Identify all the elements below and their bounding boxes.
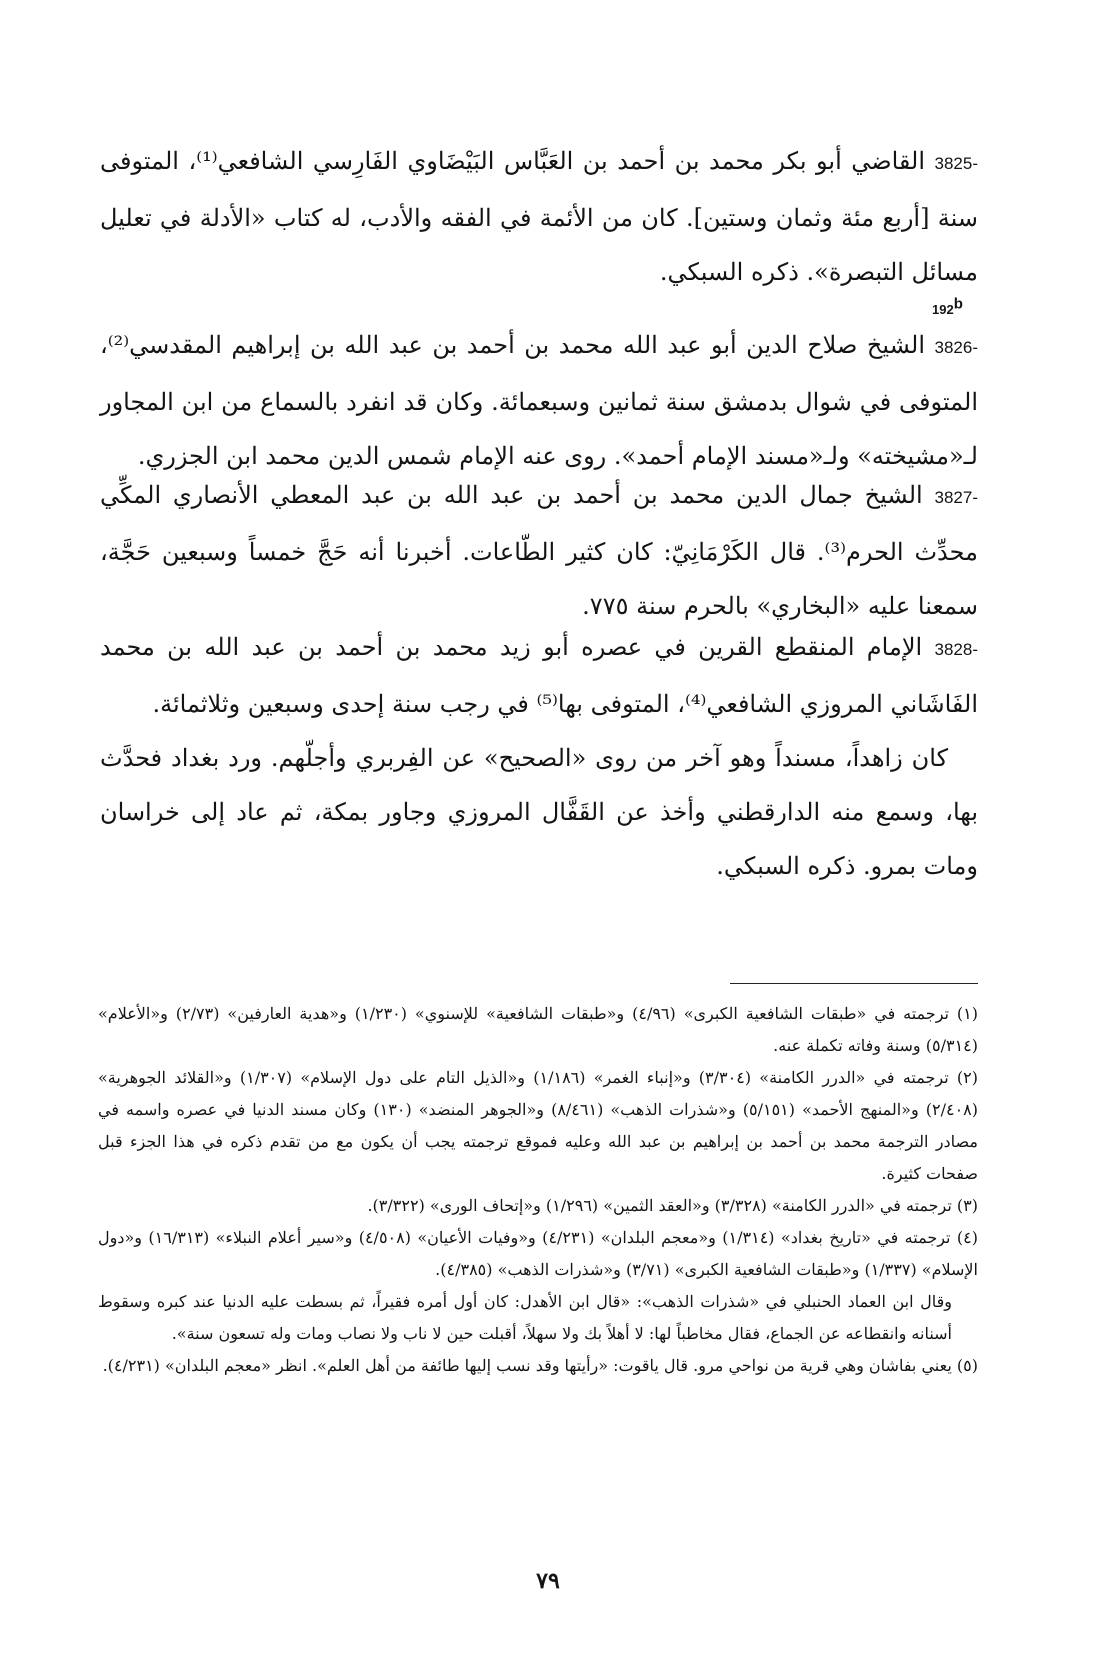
footnote-divider (730, 983, 978, 984)
footnote-label: (١) (956, 1004, 979, 1023)
page-marker-suffix: b (953, 295, 963, 313)
footnote-text: ترجمته في «الدرر الكامنة» (٣/٣٠٤) و«إنباء الغمر» (١/١٨٦) و«الذيل التام على دول الإسلام» (١/٣٠٧) و«القلائد الجوهرية» (٢/٤٠٨) و«المنهج الأحمد» (٥/١٥١) و«شذرات الذهب» (٨/٤٦١) و«الجوهر المنضد» (١٣٠) وكان مسند الدنيا في عصره واسمه في مصادر الترجمة محمد بن أحمد بن إبراهيم بن عبد الله وعليه فموقع ترجمته يجب أن يكون مع من تقدم ذكره في هذا الجزء قبل صفحات كثيرة. (98, 1068, 979, 1183)
entry-first-paragraph (100, 620, 978, 731)
entry-text: الإمام المنقطع القرين في عصره أبو زيد محمد بن أحمد بن عبد الله بن محمد الفَاشَاني المروزي الشافعي⁽⁴⁾، المتوفى بها⁽⁵⁾ في رجب سنة إحدى وسبعين وثلاثمائة. (100, 633, 978, 718)
entry-number: 3825- (934, 154, 978, 173)
page-number: ٧٩ (536, 1568, 560, 1594)
entry-3826 (100, 318, 978, 483)
footnote-label: (٥) (956, 1356, 978, 1375)
footnote-3 (98, 1190, 978, 1222)
footnote-label: (٣) (956, 1196, 978, 1215)
entry-number: 3827- (934, 488, 978, 507)
entry-text: الشيخ صلاح الدين أبو عبد الله محمد بن أحمد بن عبد الله بن إبراهيم المقدسي⁽²⁾، المتوفى في شوال بدمشق سنة ثمانين وسبعمائة. وكان قد انفرد بالسماع من ابن المجاور لـ«مشيخته» ولـ«مسند الإمام أحمد». روى عنه الإمام شمس الدين محمد ابن الجزري. (100, 331, 979, 470)
footnotes (98, 998, 978, 1382)
entry-3827 (100, 468, 978, 633)
footnote-text: ترجمته في «الدرر الكامنة» (٣/٣٢٨) و«العقد الثمين» (١/٢٩٦) و«إتحاف الورى» (٣/٣٢٢). (367, 1196, 952, 1215)
entry-text: الشيخ جمال الدين محمد بن أحمد بن عبد الله بن عبد المعطي الأنصاري المكِّي محدِّث الحرم⁽³⁾. قال الكَرْمَانِيّ: كان كثير الطّاعات. أخبرنا أنه حَجَّ خمساً وسبعين حَجَّة، سمعنا عليه «البخاري» بالحرم سنة ٧٧٥. (100, 481, 978, 620)
footnote-4 (98, 1222, 978, 1350)
footnote-label: (٢) (956, 1068, 979, 1087)
footnote-continuation: وقال ابن العماد الحنبلي في «شذرات الذهب»: «قال ابن الأهدل: كان أول أمره فقيراً، ثم بسطت عليه الدنيا عند كبره وسقوط أسنانه وانقطاعه عن الجماع، فقال مخاطباً لها: لا أهلاً بك ولا سهلاً، أقبلت حين لا ناب ولا نصاب ومات وله تسعون سنة». (98, 1292, 952, 1343)
footnote-text: ترجمته في «طبقات الشافعية الكبرى» (٤/٩٦) و«طبقات الشافعية» للإسنوي» (١/٢٣٠) و«هدية العارفين» (٢/٧٣) و«الأعلام» (٥/٣١٤) وسنة وفاته تكملة عنه. (98, 1004, 978, 1055)
page-marker-number: 192 (932, 302, 954, 317)
entry-number: 3826- (934, 338, 978, 357)
page-marker (932, 295, 963, 317)
footnote-2 (98, 1062, 978, 1190)
footnote-label: (٤) (956, 1228, 978, 1247)
entry-3825 (100, 134, 978, 299)
footnote-5 (98, 1350, 978, 1382)
entry-text: القاضي أبو بكر محمد بن أحمد بن العَبَّاس البَيْضَاوي الفَارِسي الشافعي⁽¹⁾، المتوفى سنة [أربع مئة وثمان وستين]. كان من الأئمة في الفقه والأدب، له كتاب «الأدلة في تعليل مسائل التبصرة». ذكره السبكي. (100, 147, 978, 286)
footnote-1 (98, 998, 978, 1062)
entry-3828 (100, 620, 978, 893)
entry-number: 3828- (934, 640, 978, 659)
footnote-text: يعني بفاشان وهي قرية من نواحي مرو. قال ياقوت: «رأيتها وقد نسب إليها طائفة من أهل العلم». انظر «معجم البلدان» (٤/٢٣١). (102, 1356, 952, 1375)
footnote-text: ترجمته في «تاريخ بغداد» (١/٣١٤) و«معجم البلدان» (٤/٢٣١) و«وفيات الأعيان» (٤/٥٠٨) و«سير أعلام النبلاء» (١٦/٣١٣) و«دول الإسلام» (١/٣٣٧) و«طبقات الشافعية الكبرى» (٣/٧١) و«شذرات الذهب» (٤/٣٨٥). (98, 1228, 978, 1279)
entry-second-paragraph: كان زاهداً، مسنداً وهو آخر من روى «الصحيح» عن الفِربري وأجلّهم. ورد بغداد فحدَّث بها، وسمع منه الدارقطني وأخذ عن القَفَّال المروزي وجاور بمكة، ثم عاد إلى خراسان ومات بمرو. ذكره السبكي. (100, 744, 978, 880)
